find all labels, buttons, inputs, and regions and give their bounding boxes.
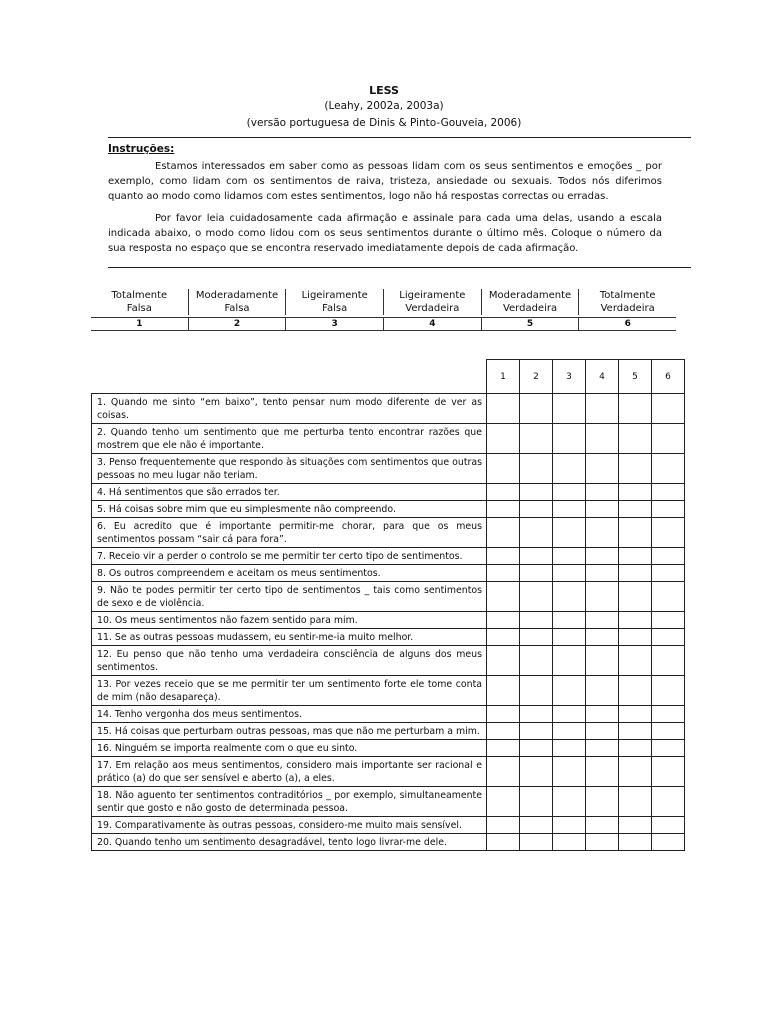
item-statement: 19. Comparativamente às outras pessoas, considero-me muito mais sensível. (92, 817, 487, 834)
scale-number: 3 (286, 318, 384, 330)
answer-cell[interactable] (487, 706, 520, 723)
answer-cell[interactable] (520, 646, 553, 676)
answer-cell[interactable] (652, 501, 685, 518)
column-header: 1 (487, 360, 520, 394)
scale-label-line2: Verdadeira (502, 303, 558, 314)
instructions-heading: Instruções: (108, 143, 175, 155)
answer-cell[interactable] (553, 518, 586, 548)
scale-number: 1 (91, 318, 189, 330)
answer-cell[interactable] (652, 548, 685, 565)
item-statement: 12. Eu penso que não tenho uma verdadeira consciência de alguns dos meus sentimentos. (92, 646, 487, 676)
answer-cell[interactable] (553, 394, 586, 424)
answer-cell[interactable] (619, 706, 652, 723)
answer-cell[interactable] (619, 646, 652, 676)
answer-cell[interactable] (553, 723, 586, 740)
answer-cell[interactable] (586, 676, 619, 706)
table-header-row (92, 360, 685, 394)
answer-cell[interactable] (586, 706, 619, 723)
table-row (92, 676, 685, 706)
scale-label (91, 289, 189, 315)
document-version-note: (versão portuguesa de Dinis & Pinto-Gouveia, 2006) (246, 117, 522, 129)
scale-label-line1: Totalmente (111, 290, 168, 301)
answer-cell[interactable] (652, 394, 685, 424)
table-row (92, 484, 685, 501)
answer-cell[interactable] (586, 394, 619, 424)
scale-label (579, 289, 676, 315)
item-statement: 20. Quando tenho um sentimento desagradável, tento logo livrar-me dele. (92, 834, 487, 851)
scale-label (286, 289, 384, 315)
document-title: LESS (369, 84, 399, 97)
answer-cell[interactable] (487, 518, 520, 548)
item-statement: 4. Há sentimentos que são errados ter. (92, 484, 487, 501)
answer-cell[interactable] (553, 454, 586, 484)
scale-number: 4 (384, 318, 482, 330)
scale-label-line2: Falsa (126, 303, 152, 314)
table-row (92, 424, 685, 454)
answer-cell[interactable] (586, 629, 619, 646)
answer-cell[interactable] (619, 723, 652, 740)
answer-cell[interactable] (487, 757, 520, 787)
answer-cell[interactable] (553, 787, 586, 817)
answer-cell[interactable] (487, 723, 520, 740)
answer-cell[interactable] (520, 787, 553, 817)
answer-cell[interactable] (553, 612, 586, 629)
answer-cell[interactable] (586, 518, 619, 548)
answer-cell[interactable] (553, 629, 586, 646)
answer-cell[interactable] (652, 646, 685, 676)
answer-cell[interactable] (487, 629, 520, 646)
answer-cell[interactable] (652, 817, 685, 834)
answer-cell[interactable] (553, 817, 586, 834)
answer-cell[interactable] (652, 612, 685, 629)
answer-cell[interactable] (553, 582, 586, 612)
scale-label (482, 289, 580, 315)
answer-cell[interactable] (619, 501, 652, 518)
answer-cell[interactable] (520, 394, 553, 424)
answer-cell[interactable] (520, 454, 553, 484)
answer-cell[interactable] (553, 676, 586, 706)
answer-cell[interactable] (619, 787, 652, 817)
item-statement: 17. Em relação aos meus sentimentos, considero mais importante ser racional e prático (a) do que ser sensível e aberto (a), a eles. (92, 757, 487, 787)
answer-cell[interactable] (553, 424, 586, 454)
answer-cell[interactable] (487, 484, 520, 501)
item-statement: 11. Se as outras pessoas mudassem, eu sentir-me-ia muito melhor. (92, 629, 487, 646)
scale-label-line1: Moderadamente (488, 290, 572, 301)
answer-cell[interactable] (520, 565, 553, 582)
answer-cell[interactable] (553, 646, 586, 676)
table-row (92, 518, 685, 548)
answer-cell[interactable] (553, 501, 586, 518)
table-row (92, 612, 685, 629)
answer-cell[interactable] (520, 834, 553, 851)
answer-cell[interactable] (652, 424, 685, 454)
answer-cell[interactable] (652, 629, 685, 646)
answer-cell[interactable] (652, 484, 685, 501)
answer-cell[interactable] (487, 612, 520, 629)
answer-cell[interactable] (652, 454, 685, 484)
answer-cell[interactable] (619, 740, 652, 757)
item-statement: 7. Receio vir a perder o controlo se me permitir ter certo tipo de sentimentos. (92, 548, 487, 565)
items-table (91, 359, 685, 851)
table-row (92, 394, 685, 424)
answer-cell[interactable] (487, 834, 520, 851)
answer-cell[interactable] (487, 676, 520, 706)
answer-cell[interactable] (619, 518, 652, 548)
table-row (92, 706, 685, 723)
column-header: 6 (652, 360, 685, 394)
answer-cell[interactable] (652, 706, 685, 723)
answer-cell[interactable] (586, 454, 619, 484)
answer-cell[interactable] (586, 501, 619, 518)
item-statement: 14. Tenho vergonha dos meus sentimentos. (92, 706, 487, 723)
table-row (92, 787, 685, 817)
scale-label (189, 289, 287, 315)
answer-cell[interactable] (520, 706, 553, 723)
answer-cell[interactable] (520, 676, 553, 706)
answer-cell[interactable] (487, 740, 520, 757)
table-row (92, 646, 685, 676)
item-statement: 2. Quando tenho um sentimento que me perturba tento encontrar razões que mostrem que ele não é importante. (92, 424, 487, 454)
instructions-paragraph-2: Por favor leia cuidadosamente cada afirmação e assinale para cada uma delas, usando a escala indicada abaixo, o modo como lidou com os seus sentimentos durante o último mês. Coloque o número da sua resposta no espaço que se encontra reservado imediatamente depois de cada afirmação. (108, 213, 662, 254)
answer-cell[interactable] (553, 565, 586, 582)
document-citation: (Leahy, 2002a, 2003a) (324, 100, 444, 112)
item-statement: 3. Penso frequentemente que respondo às situações com sentimentos que outras pessoas no meu lugar não teriam. (92, 454, 487, 484)
answer-cell[interactable] (520, 501, 553, 518)
answer-cell[interactable] (619, 834, 652, 851)
column-header: 5 (619, 360, 652, 394)
instructions-paragraph-1: Estamos interessados em saber como as pessoas lidam com os seus sentimentos e emoções _ por exemplo, como lidam com os sentimentos de raiva, tristeza, ansiedade ou sexuais. Todos nós diferimos quanto ao modo como lidamos com estes sentimentos, logo não há respostas correctas ou erradas. (108, 161, 662, 202)
answer-cell[interactable] (520, 723, 553, 740)
answer-cell[interactable] (586, 548, 619, 565)
answer-cell[interactable] (487, 646, 520, 676)
answer-cell[interactable] (520, 582, 553, 612)
answer-cell[interactable] (553, 706, 586, 723)
answer-cell[interactable] (586, 817, 619, 834)
answer-cell[interactable] (619, 565, 652, 582)
answer-cell[interactable] (619, 676, 652, 706)
answer-cell[interactable] (586, 757, 619, 787)
instructions-divider (108, 267, 691, 268)
answer-cell[interactable] (652, 676, 685, 706)
answer-cell[interactable] (586, 723, 619, 740)
scale-number: 5 (482, 318, 580, 330)
table-row (92, 629, 685, 646)
table-header-blank (92, 360, 487, 394)
answer-cell[interactable] (652, 723, 685, 740)
answer-cell[interactable] (520, 817, 553, 834)
answer-cell[interactable] (520, 740, 553, 757)
table-row (92, 834, 685, 851)
column-header: 4 (586, 360, 619, 394)
answer-cell[interactable] (652, 740, 685, 757)
answer-cell[interactable] (619, 612, 652, 629)
answer-cell[interactable] (652, 518, 685, 548)
scale-label-line2: Verdadeira (600, 303, 655, 314)
answer-cell[interactable] (619, 817, 652, 834)
response-scale (91, 289, 676, 331)
answer-cell[interactable] (619, 454, 652, 484)
item-statement: 10. Os meus sentimentos não fazem sentido para mim. (92, 612, 487, 629)
answer-cell[interactable] (586, 612, 619, 629)
answer-cell[interactable] (487, 548, 520, 565)
item-statement: 5. Há coisas sobre mim que eu simplesmente não compreendo. (92, 501, 487, 518)
answer-cell[interactable] (586, 424, 619, 454)
item-statement: 18. Não aguento ter sentimentos contraditórios _ por exemplo, simultaneamente sentir que gosto e não gosto de determinada pessoa. (92, 787, 487, 817)
scale-number: 6 (624, 319, 631, 329)
table-row (92, 723, 685, 740)
answer-cell[interactable] (487, 565, 520, 582)
answer-cell[interactable] (586, 484, 619, 501)
table-row (92, 565, 685, 582)
scale-label-line1: Totalmente (599, 290, 656, 301)
answer-cell[interactable] (586, 787, 619, 817)
top-divider (108, 137, 691, 138)
item-statement: 9. Não te podes permitir ter certo tipo de sentimentos _ tais como sentimentos de sexo e de violência. (92, 582, 487, 612)
scale-label-line1: Moderadamente (195, 290, 279, 301)
answer-cell[interactable] (586, 582, 619, 612)
answer-cell[interactable] (652, 757, 685, 787)
item-statement: 8. Os outros compreendem e aceitam os meus sentimentos. (92, 565, 487, 582)
table-row (92, 757, 685, 787)
scale-number: 2 (189, 318, 287, 330)
scale-label-line2: Verdadeira (405, 303, 460, 314)
answer-cell[interactable] (652, 787, 685, 817)
answer-cell[interactable] (553, 757, 586, 787)
answer-cell[interactable] (652, 582, 685, 612)
item-statement: 16. Ninguém se importa realmente com o que eu sinto. (92, 740, 487, 757)
column-header: 3 (553, 360, 586, 394)
answer-cell[interactable] (553, 740, 586, 757)
answer-cell[interactable] (619, 629, 652, 646)
answer-cell[interactable] (487, 394, 520, 424)
column-header: 2 (520, 360, 553, 394)
table-row (92, 548, 685, 565)
table-row (92, 501, 685, 518)
answer-cell[interactable] (520, 424, 553, 454)
table-row (92, 454, 685, 484)
answer-cell[interactable] (520, 612, 553, 629)
answer-cell[interactable] (487, 817, 520, 834)
answer-cell[interactable] (520, 518, 553, 548)
answer-cell[interactable] (619, 394, 652, 424)
item-statement: 15. Há coisas que perturbam outras pessoas, mas que não me perturbam a mim. (92, 723, 487, 740)
answer-cell[interactable] (553, 548, 586, 565)
scale-label-line1: Ligeiramente (399, 290, 466, 301)
answer-cell[interactable] (487, 454, 520, 484)
table-row (92, 740, 685, 757)
answer-cell[interactable] (619, 582, 652, 612)
answer-cell[interactable] (652, 565, 685, 582)
answer-cell[interactable] (520, 629, 553, 646)
table-row (92, 582, 685, 612)
answer-cell[interactable] (520, 548, 553, 565)
item-statement: 6. Eu acredito que é importante permitir-me chorar, para que os meus sentimentos possam “sair cá para fora”. (92, 518, 487, 548)
answer-cell[interactable] (553, 484, 586, 501)
answer-cell[interactable] (487, 787, 520, 817)
answer-cell[interactable] (619, 548, 652, 565)
answer-cell[interactable] (619, 757, 652, 787)
answer-cell[interactable] (520, 757, 553, 787)
answer-cell[interactable] (586, 740, 619, 757)
answer-cell[interactable] (619, 424, 652, 454)
scale-label-line2: Falsa (322, 303, 348, 314)
answer-cell[interactable] (553, 834, 586, 851)
answer-cell[interactable] (487, 582, 520, 612)
answer-cell[interactable] (619, 484, 652, 501)
scale-label (384, 289, 482, 315)
scale-label-line2: Falsa (224, 303, 250, 314)
answer-cell[interactable] (586, 834, 619, 851)
table-row (92, 817, 685, 834)
item-statement: 1. Quando me sinto “em baixo”, tento pensar num modo diferente de ver as coisas. (92, 394, 487, 424)
answer-cell[interactable] (586, 565, 619, 582)
answer-cell[interactable] (586, 646, 619, 676)
scale-label-line1: Ligeiramente (301, 290, 368, 301)
answer-cell[interactable] (487, 424, 520, 454)
answer-cell[interactable] (652, 834, 685, 851)
item-statement: 13. Por vezes receio que se me permitir ter um sentimento forte ele tome conta de mim (não desapareça). (92, 676, 487, 706)
answer-cell[interactable] (520, 484, 553, 501)
answer-cell[interactable] (487, 501, 520, 518)
